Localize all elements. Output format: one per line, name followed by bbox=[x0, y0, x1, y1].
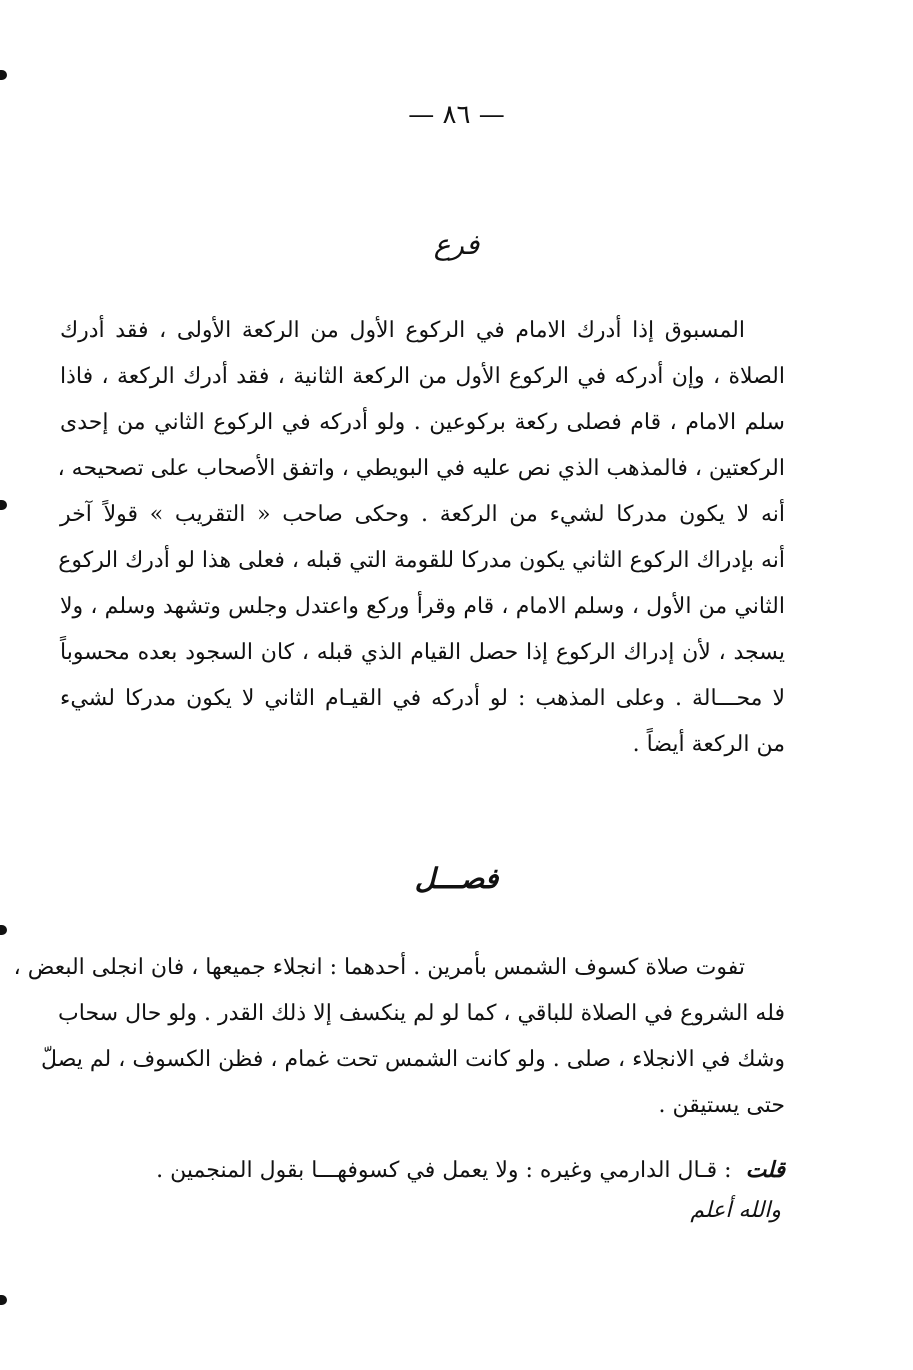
text-line: الركعتين ، فالمذهب الذي نص عليه في البويطي ، واتفق الأصحاب على تصحيحه ، bbox=[57, 456, 785, 481]
text-line: حتى يستيقن . bbox=[658, 1093, 785, 1118]
binding-mark bbox=[0, 925, 7, 935]
section-heading-fasl: فصـــل bbox=[414, 862, 499, 895]
section-heading-far: فرع bbox=[433, 228, 480, 261]
page-number: — ٨٦ — bbox=[408, 100, 505, 130]
text-line: يسجد ، لأن إدراك الركوع إذا حصل القيام الذي قبله ، كان السجود بعده محسوباً bbox=[60, 640, 785, 665]
note-text: : قـال الدارمي وغيره : ولا يعمل في كسوفهـــا بقول المنجمين . bbox=[156, 1158, 732, 1183]
text-line: فله الشروع في الصلاة للباقي ، كما لو لم ينكسف إلا ذلك القدر . ولو حال سحاب bbox=[58, 1001, 785, 1026]
text-line: المسبوق إذا أدرك الامام في الركوع الأول من الركعة الأولى ، فقد أدرك bbox=[60, 318, 745, 343]
text-line: وشك في الانجلاء ، صلى . ولو كانت الشمس تحت غمام ، فظن الكسوف ، لم يصلّ bbox=[41, 1047, 785, 1072]
text-line: لا محـــالة . وعلى المذهب : لو أدركه في القيـام الثاني لا يكون مدركا لشيء bbox=[60, 686, 785, 711]
text-line: الصلاة ، وإن أدركه في الركوع الأول من الركعة الثانية ، فقد أدرك الركعة ، فاذا bbox=[60, 364, 785, 389]
closing-phrase: والله أعلم bbox=[690, 1198, 781, 1223]
section-far-body bbox=[57, 308, 785, 768]
text-line: تفوت صلاة كسوف الشمس بأمرين . أحدهما : انجلاء جميعها ، فان انجلى البعض ، bbox=[13, 955, 745, 980]
binding-mark bbox=[0, 500, 7, 510]
text-line: أنه لا يكون مدركا لشيء من الركعة . وحكى صاحب « التقريب » قولاً آخر bbox=[60, 502, 785, 527]
text-line: أنه بإدراك الركوع الثاني يكون مدركا للقومة التي قبله ، فعلى هذا لو أدرك الركوع bbox=[58, 548, 785, 573]
text-line: الثاني من الأول ، وسلم الامام ، قام وقرأ وركع واعتدل وجلس وتشهد وسلم ، ولا bbox=[60, 594, 785, 619]
text-line: من الركعة أيضاً . bbox=[632, 732, 785, 757]
section-fasl-body bbox=[13, 945, 785, 1129]
binding-mark bbox=[0, 70, 7, 80]
text-line: سلم الامام ، قام فصلى ركعة بركوعين . ولو أدركه في الركوع الثاني من إحدى bbox=[60, 410, 785, 435]
author-note bbox=[60, 1147, 785, 1193]
binding-mark bbox=[0, 1295, 7, 1305]
note-label: قلت bbox=[745, 1157, 785, 1183]
